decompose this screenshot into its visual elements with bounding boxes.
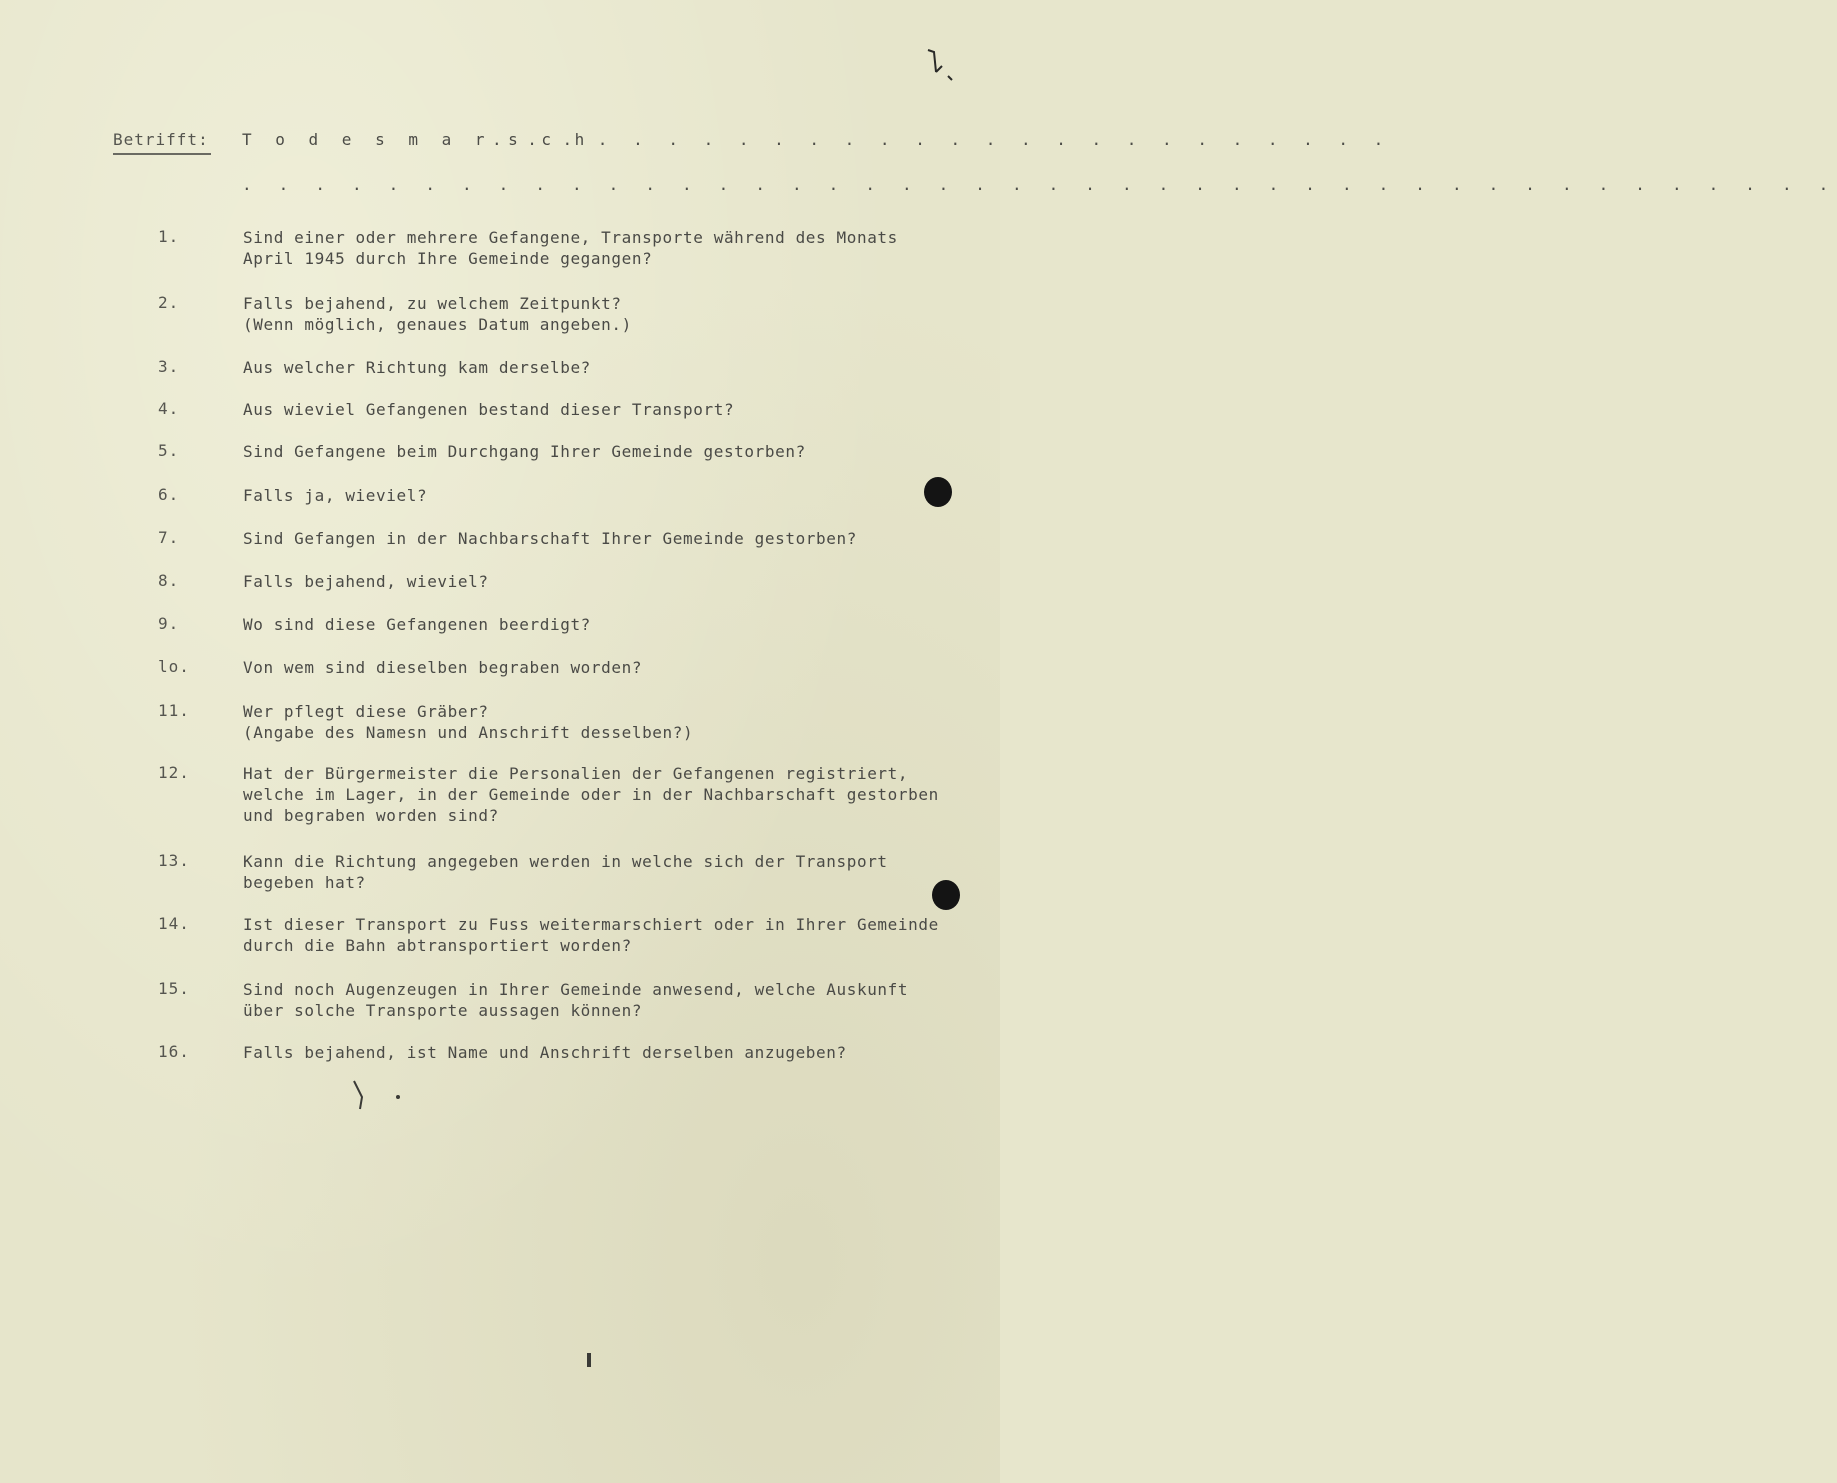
question-number: 11. [158, 701, 190, 720]
question-number: 8. [158, 571, 180, 590]
question-number: 15. [158, 979, 190, 998]
question-text: Wo sind diese Gefangenen beerdigt? [243, 615, 591, 634]
question-number: 7. [158, 528, 180, 547]
question-number: 16. [158, 1042, 190, 1061]
question-number: 9. [158, 614, 180, 633]
ink-blot-lower [932, 880, 960, 910]
question-number: 2. [158, 293, 180, 312]
paper-speck [584, 1350, 596, 1372]
question-text: Ist dieser Transport zu Fuss weitermarschiert oder in Ihrer Gemeinde durch die Bahn abtransportiert worden? [243, 915, 939, 955]
subject-label: Betrifft: [113, 130, 209, 149]
question-number: 12. [158, 763, 190, 782]
question-text: Von wem sind dieselben begraben worden? [243, 658, 643, 677]
subject-underline [113, 153, 211, 155]
question-text: Kann die Richtung angegeben werden in welche sich der Transport begeben hat? [243, 852, 888, 892]
subject-dots-line: . . . . . . . . . . . . . . . . . . . . . . . . . . . . . . . . . . . . . . . . . . . . [242, 175, 1837, 194]
subject-text: T o d e s m a r s c h [242, 130, 592, 149]
question-number: 5. [158, 441, 180, 460]
question-number: 1. [158, 227, 180, 246]
question-text: Falls ja, wieviel? [243, 486, 428, 505]
question-text: Sind Gefangene beim Durchgang Ihrer Gemeinde gestorben? [243, 442, 806, 461]
question-number: 3. [158, 357, 180, 376]
ink-blot-upper [924, 477, 952, 507]
question-text: Falls bejahend, wieviel? [243, 572, 489, 591]
question-text: Aus wieviel Gefangenen bestand dieser Transport? [243, 400, 735, 419]
question-text: Sind Gefangen in der Nachbarschaft Ihrer Gemeinde gestorben? [243, 529, 857, 548]
question-text: Aus welcher Richtung kam derselbe? [243, 358, 591, 377]
question-number: 14. [158, 914, 190, 933]
question-text: Wer pflegt diese Gräber? (Angabe des Namesn und Anschrift desselben?) [243, 702, 694, 742]
question-text: Falls bejahend, zu welchem Zeitpunkt? (Wenn möglich, genaues Datum angeben.) [243, 294, 632, 334]
question-text: Sind noch Augenzeugen in Ihrer Gemeinde anwesend, welche Auskunft über solche Transporte aussagen können? [243, 980, 909, 1020]
question-number: 4. [158, 399, 180, 418]
pencil-tick-mark [340, 1075, 410, 1115]
corner-pencil-mark [920, 40, 970, 90]
question-number: 6. [158, 485, 180, 504]
question-text: Hat der Bürgermeister die Personalien der Gefangenen registriert, welche im Lager, in der Gemeinde oder in der Nachbarschaft gestorben und begraben worden sind? [243, 764, 939, 825]
question-text: Sind einer oder mehrere Gefangene, Transporte während des Monats April 1945 durch Ihre Gemeinde gegangen? [243, 228, 898, 268]
question-number: lo. [158, 657, 190, 676]
question-text: Falls bejahend, ist Name und Anschrift derselben anzugeben? [243, 1043, 847, 1062]
question-number: 13. [158, 851, 190, 870]
subject-dots-inline: . . . . . . . . . . . . . . . . . . . . . . . . . . [492, 130, 1392, 149]
